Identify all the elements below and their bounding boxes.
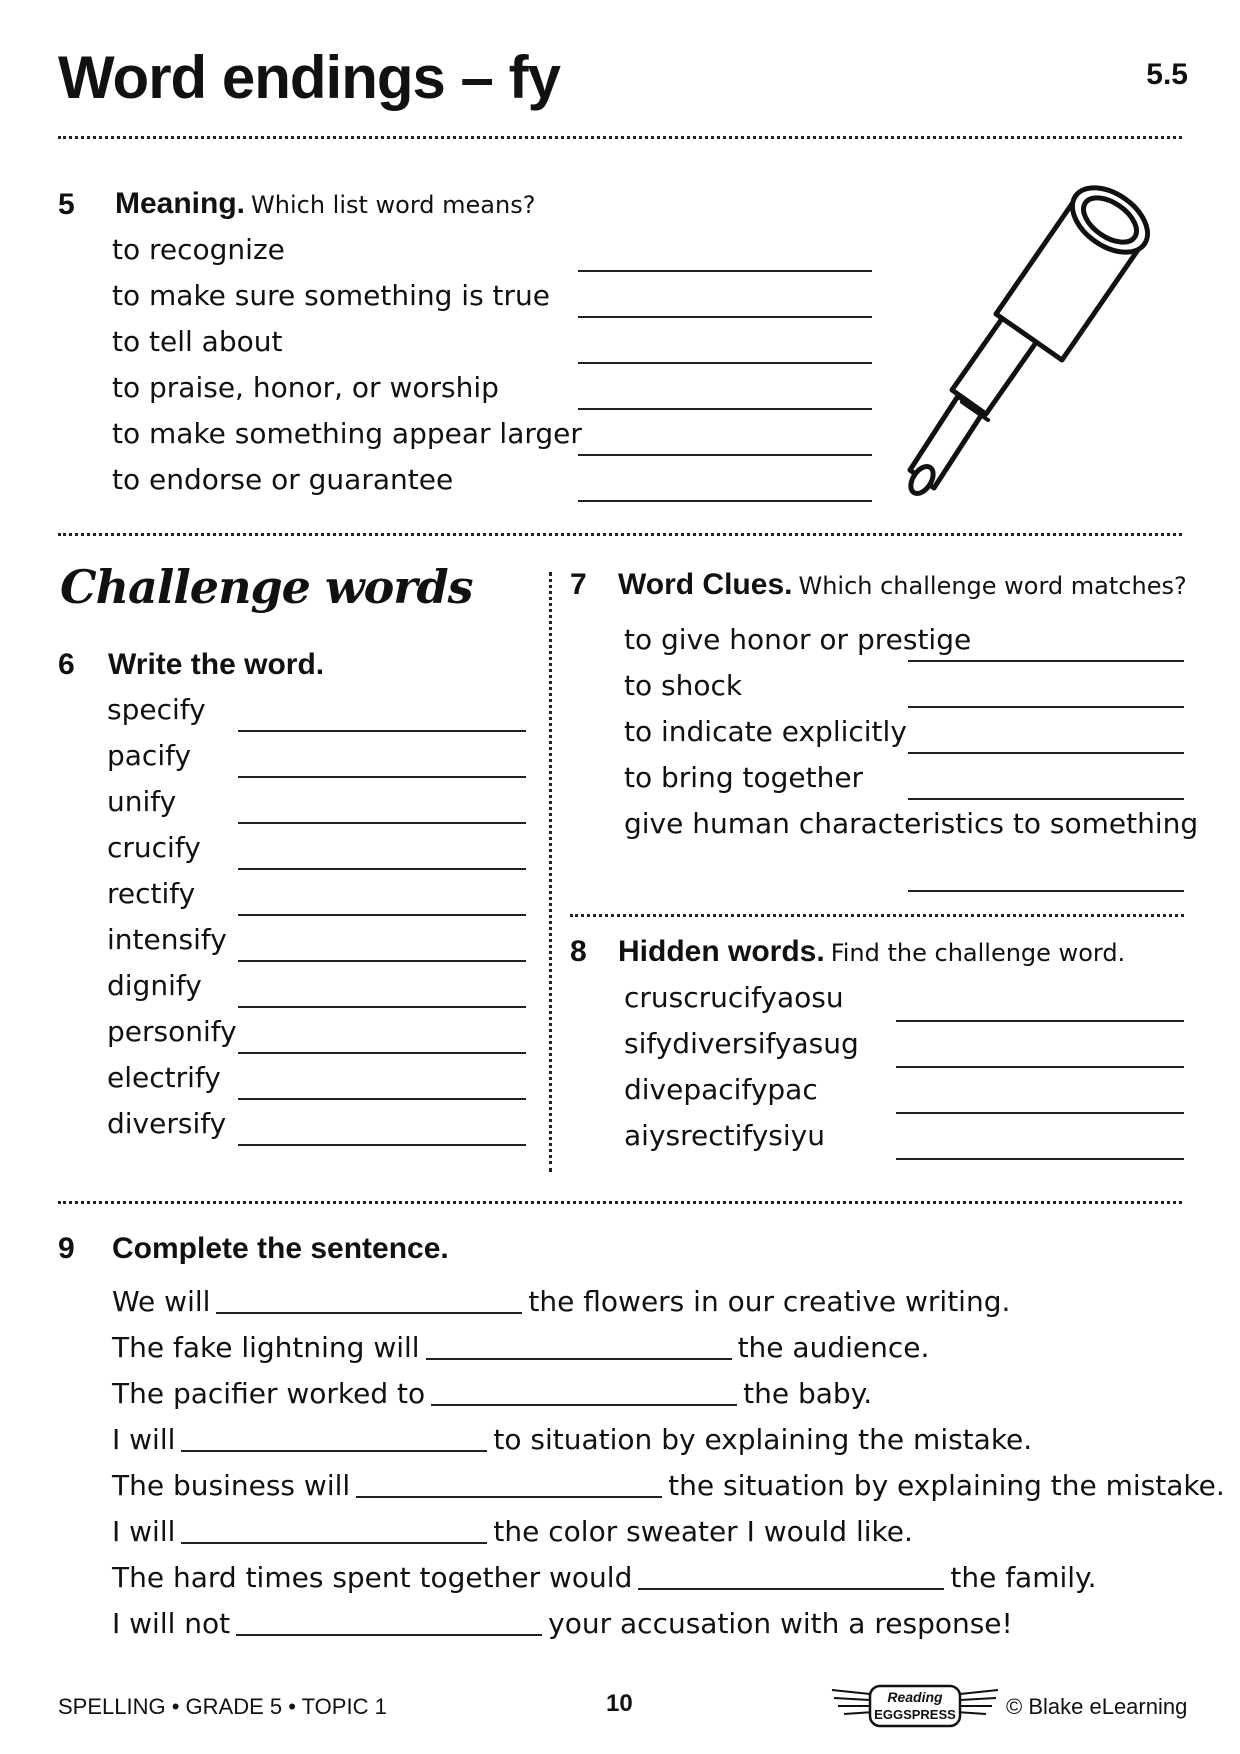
q7-item: to shock <box>624 669 743 702</box>
q6-word: rectify <box>107 877 196 910</box>
q6-word: electrify <box>107 1061 221 1094</box>
footer-page-number: 10 <box>606 1690 633 1717</box>
q7-item: to indicate explicitly <box>624 715 907 748</box>
q8-instruction: Find the challenge word. <box>830 939 1126 967</box>
divider-middle <box>58 533 1182 536</box>
q8-heading: Hidden words. <box>618 935 825 968</box>
q8-heading-line <box>618 935 1125 969</box>
q9-sentence <box>112 1285 1011 1318</box>
sentence-after: your accusation with a response! <box>548 1607 1013 1640</box>
sentence-blank[interactable] <box>356 1496 662 1498</box>
q6-answer-line[interactable] <box>238 1006 526 1008</box>
sentence-after: the color sweater I would like. <box>493 1515 913 1548</box>
q6-answer-line[interactable] <box>238 1052 526 1054</box>
sentence-blank[interactable] <box>426 1358 732 1360</box>
q7-item: to give honor or prestige <box>624 623 972 656</box>
q8-answer-line[interactable] <box>896 1020 1184 1022</box>
q5-answer-line[interactable] <box>578 408 872 410</box>
q5-heading: Meaning. <box>115 187 246 220</box>
sentence-before: We will <box>112 1285 211 1318</box>
footer-course: SPELLING • GRADE 5 • TOPIC 1 <box>58 1694 387 1719</box>
q5-answer-line[interactable] <box>578 270 872 272</box>
sentence-after: the audience. <box>737 1331 930 1364</box>
q5-instruction: Which list word means? <box>251 191 536 219</box>
q8-item: cruscrucifyaosu <box>624 981 844 1014</box>
q7-heading: Word Clues. <box>618 568 793 601</box>
divider-right <box>570 914 1184 917</box>
q5-answer-line[interactable] <box>578 500 872 502</box>
q9-sentence <box>112 1423 1033 1456</box>
q5-answer-line[interactable] <box>578 362 872 364</box>
q6-heading-line <box>108 648 324 682</box>
q6-word: dignify <box>107 969 202 1002</box>
q7-number: 7 <box>570 568 587 601</box>
q8-item: aiysrectifysiyu <box>624 1119 825 1152</box>
q7-answer-line[interactable] <box>908 660 1184 662</box>
q6-answer-line[interactable] <box>238 776 526 778</box>
q8-answer-line[interactable] <box>896 1066 1184 1068</box>
q7-answer-line[interactable] <box>908 798 1184 800</box>
sentence-blank[interactable] <box>236 1634 542 1636</box>
q6-answer-line[interactable] <box>238 1098 526 1100</box>
q6-word: unify <box>107 785 177 818</box>
q9-sentence <box>112 1561 1097 1594</box>
sentence-before: I will <box>112 1423 176 1456</box>
q7-item: to bring together <box>624 761 864 794</box>
q9-heading-line <box>112 1232 449 1266</box>
q7-heading-line <box>618 568 1187 602</box>
sentence-before: The hard times spent together would <box>112 1561 633 1594</box>
q6-answer-line[interactable] <box>238 960 526 962</box>
q5-answer-line[interactable] <box>578 316 872 318</box>
q5-heading-line <box>115 187 535 221</box>
page-code: 5.5 <box>1146 58 1188 91</box>
q6-answer-line[interactable] <box>238 822 526 824</box>
q6-word: diversify <box>107 1107 227 1140</box>
q6-heading: Write the word. <box>108 648 325 681</box>
q7-answer-line[interactable] <box>908 890 1184 892</box>
q5-item: to endorse or guarantee <box>112 463 454 496</box>
q6-word: personify <box>107 1015 237 1048</box>
sentence-before: The fake lightning will <box>112 1331 420 1364</box>
challenge-heading: Challenge words <box>60 560 473 614</box>
q8-number: 8 <box>570 935 587 968</box>
q6-word: intensify <box>107 923 227 956</box>
q8-answer-line[interactable] <box>896 1112 1184 1114</box>
q6-word: pacify <box>107 739 192 772</box>
q7-answer-line[interactable] <box>908 706 1184 708</box>
q5-item: to make something appear larger <box>112 417 582 450</box>
telescope-icon <box>880 170 1200 510</box>
q5-item: to recognize <box>112 233 285 266</box>
q6-answer-line[interactable] <box>238 868 526 870</box>
page-title: Word endings – fy <box>58 44 560 111</box>
q5-item: to make sure something is true <box>112 279 551 312</box>
logo-text-reading: Reading <box>887 1689 943 1705</box>
sentence-blank[interactable] <box>181 1542 487 1544</box>
q6-word: specify <box>107 693 206 726</box>
q9-number: 9 <box>58 1232 75 1265</box>
sentence-after: the flowers in our creative writing. <box>528 1285 1011 1318</box>
q6-number: 6 <box>58 648 75 681</box>
q5-answer-line[interactable] <box>578 454 872 456</box>
q9-sentence <box>112 1469 1225 1502</box>
sentence-blank[interactable] <box>431 1404 737 1406</box>
sentence-after: to situation by explaining the mistake. <box>493 1423 1033 1456</box>
sentence-before: I will not <box>112 1607 231 1640</box>
q9-sentence <box>112 1515 913 1548</box>
divider-bottom <box>58 1201 1182 1204</box>
sentence-blank[interactable] <box>638 1588 944 1590</box>
q6-answer-line[interactable] <box>238 1144 526 1146</box>
q9-sentence <box>112 1331 930 1364</box>
q6-word: crucify <box>107 831 201 864</box>
q7-item: give human characteristics to something <box>624 807 1199 840</box>
sentence-blank[interactable] <box>216 1312 522 1314</box>
q8-item: sifydiversifyasug <box>624 1027 859 1060</box>
divider-top <box>58 136 1182 139</box>
sentence-after: the situation by explaining the mistake. <box>668 1469 1225 1502</box>
q8-answer-line[interactable] <box>896 1158 1184 1160</box>
sentence-blank[interactable] <box>181 1450 487 1452</box>
sentence-before: The pacifier worked to <box>112 1377 426 1410</box>
q8-item: divepacifypac <box>624 1073 818 1106</box>
footer-copyright: © Blake eLearning <box>1006 1694 1188 1719</box>
q6-answer-line[interactable] <box>238 730 526 732</box>
q5-item: to tell about <box>112 325 283 358</box>
reading-eggspress-logo <box>830 1680 1000 1732</box>
sentence-after: the family. <box>950 1561 1097 1594</box>
q5-item: to praise, honor, or worship <box>112 371 499 404</box>
sentence-after: the baby. <box>743 1377 873 1410</box>
q6-answer-line[interactable] <box>238 914 526 916</box>
q7-instruction: Which challenge word matches? <box>798 572 1187 600</box>
q9-sentence <box>112 1607 1013 1640</box>
logo-text-eggspress: EGGSPRESS <box>874 1707 956 1722</box>
divider-vertical <box>549 572 552 1172</box>
q7-answer-line[interactable] <box>908 752 1184 754</box>
sentence-before: The business will <box>112 1469 351 1502</box>
sentence-before: I will <box>112 1515 176 1548</box>
q9-sentence <box>112 1377 873 1410</box>
q9-heading: Complete the sentence. <box>112 1232 449 1265</box>
q5-number: 5 <box>58 188 75 221</box>
